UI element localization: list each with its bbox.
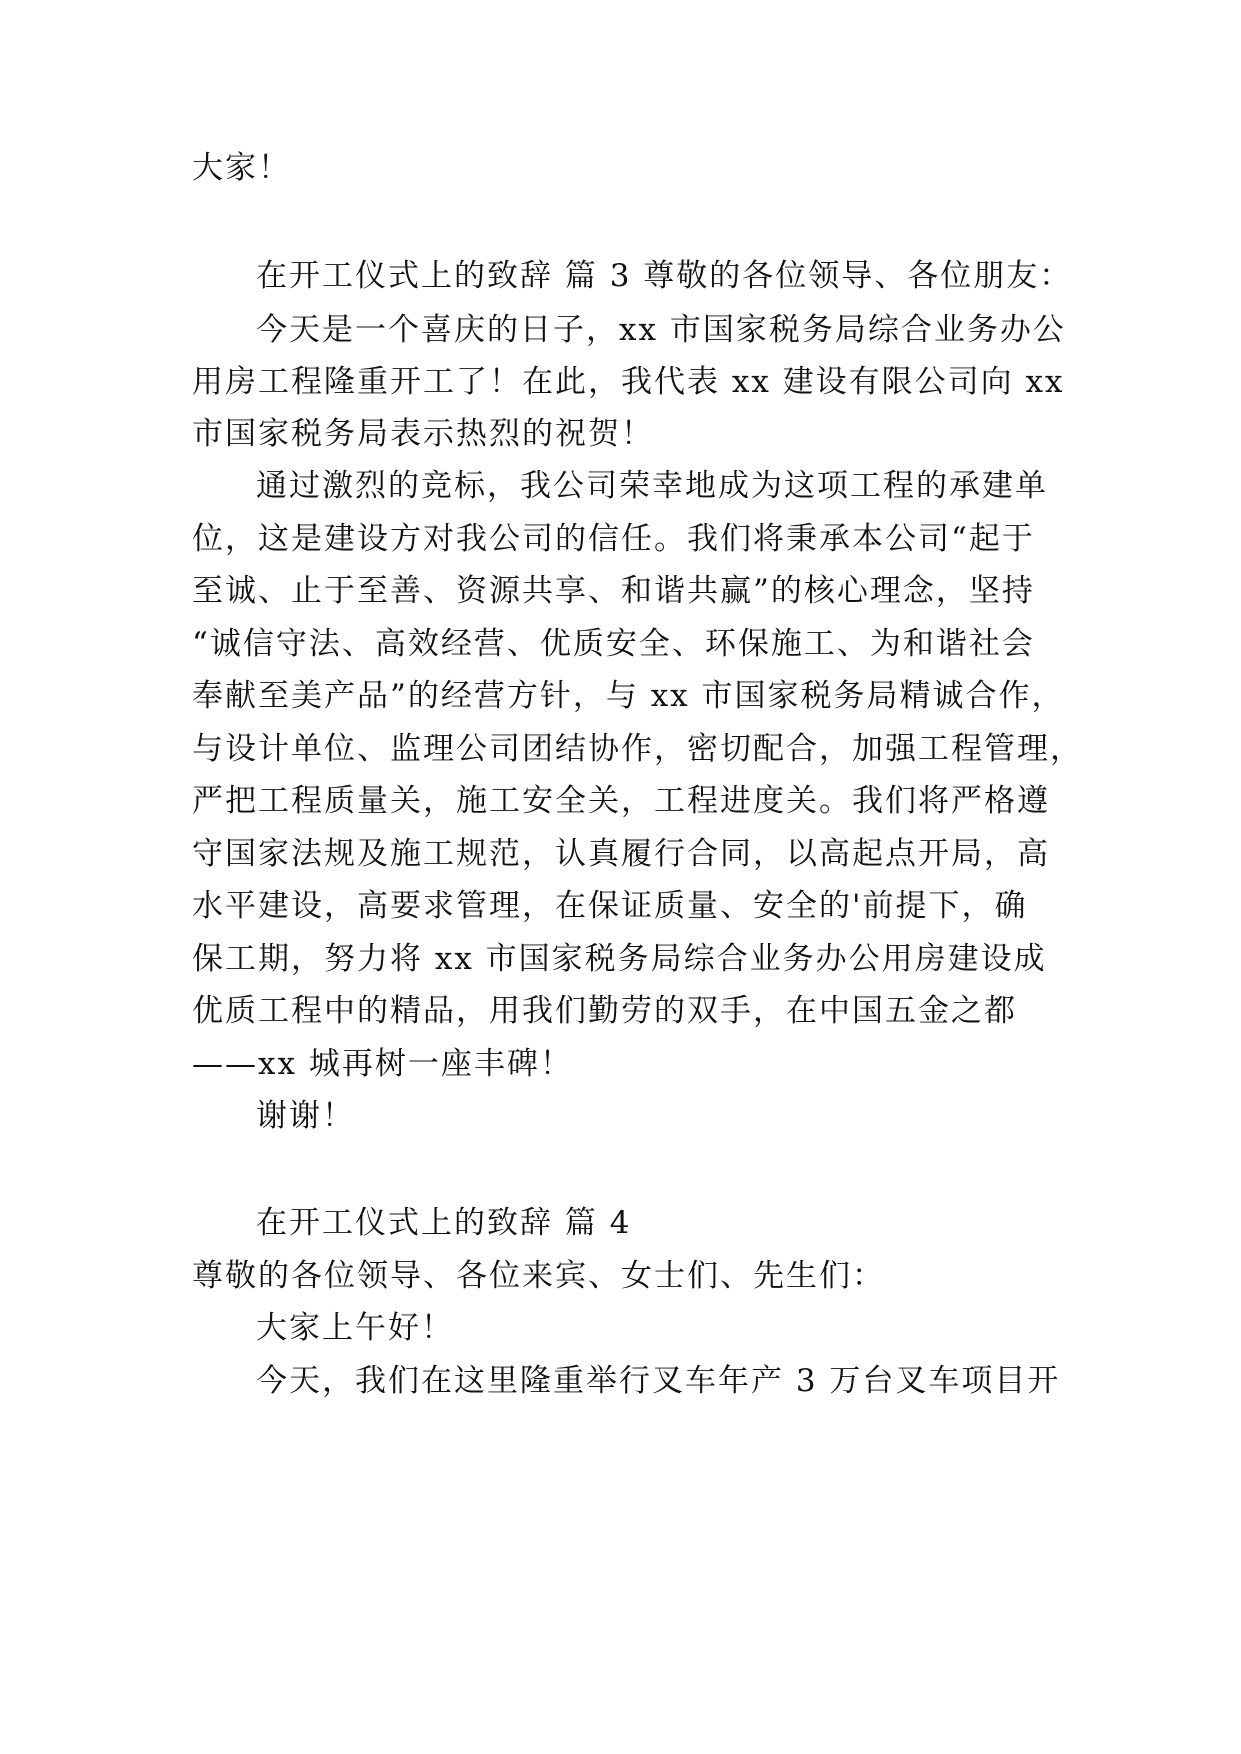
text-line: 谢谢！ <box>256 1098 355 1134</box>
text-line: 今天，我们在这里隆重举行叉车年产 3 万台叉车项目开 <box>256 1363 1061 1399</box>
text-line: 守国家法规及施工规范，认真履行合同，以高起点开局，高 <box>192 836 1050 872</box>
text-line: 与设计单位、监理公司团结协作，密切配合，加强工程管理， <box>192 731 1083 767</box>
text-line: ——xx 城再树一座丰碑！ <box>192 1046 573 1082</box>
text-line: 市国家税务局表示热烈的祝贺！ <box>192 416 654 452</box>
text-line: 保工期，努力将 xx 市国家税务局综合业务办公用房建设成 <box>192 941 1047 977</box>
text-line: 位，这是建设方对我公司的信任。我们将秉承本公司“起于 <box>192 521 1035 557</box>
text-line: “诚信守法、高效经营、优质安全、环保施工、为和谐社会 <box>192 626 1035 662</box>
text-line: 水平建设，高要求管理，在保证质量、安全的'前提下，确 <box>192 888 1028 924</box>
text-line: 大家上午好！ <box>256 1310 454 1346</box>
text-line: 至诚、止于至善、资源共享、和谐共赢”的核心理念，坚持 <box>192 573 1035 609</box>
text-line: 通过激烈的竞标，我公司荣幸地成为这项工程的承建单 <box>256 468 1048 504</box>
text-line: 尊敬的各位领导、各位来宾、女士们、先生们： <box>192 1258 885 1294</box>
text-line: 严把工程质量关，施工安全关，工程进度关。我们将严格遵 <box>192 783 1050 819</box>
section-heading: 在开工仪式上的致辞 篇 3 尊敬的各位领导、各位朋友： <box>256 258 1073 294</box>
text-line: 优质工程中的精品，用我们勤劳的双手，在中国五金之都 <box>192 993 1017 1029</box>
text-line: 奉献至美产品”的经营方针，与 xx 市国家税务局精诚合作， <box>192 678 1065 714</box>
section-heading: 在开工仪式上的致辞 篇 4 <box>256 1205 632 1241</box>
text-line: 用房工程隆重开工了！在此，我代表 xx 建设有限公司向 xx <box>192 364 1065 400</box>
text-line: 大家！ <box>192 150 291 186</box>
text-line: 今天是一个喜庆的日子，xx 市国家税务局综合业务办公 <box>256 312 1066 348</box>
